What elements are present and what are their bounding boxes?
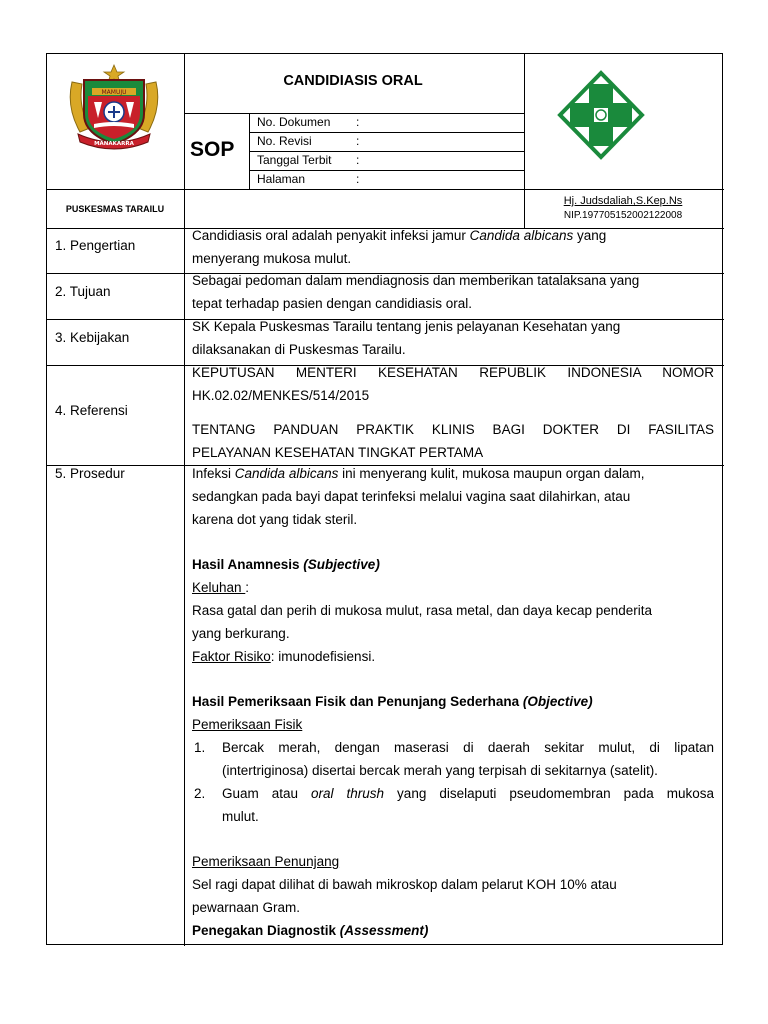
text: ini menyerang kulit, mukosa maupun organ dalam, xyxy=(338,466,645,481)
text: yang berkurang. xyxy=(192,626,290,641)
doc-field-sep: : xyxy=(356,134,360,148)
text-italic: (Objective) xyxy=(522,694,593,709)
text: PELAYANAN KESEHATAN TINGKAT PERTAMA xyxy=(192,445,484,460)
doc-field-sep: : xyxy=(356,172,360,186)
text: : imunodefisiensi. xyxy=(270,649,376,664)
doc-field-nomor xyxy=(257,113,360,132)
list-number: 2. xyxy=(194,786,206,801)
text: Candidiasis oral adalah penyakit infeksi jamur xyxy=(192,228,470,243)
text: karena dot yang tidak steril. xyxy=(192,512,358,527)
title-divider xyxy=(184,113,524,114)
text: KEPUTUSAN MENTERI KESEHATAN REPUBLIK INDONESIA NOMOR xyxy=(192,365,714,380)
regency-emblem-logo xyxy=(64,62,164,152)
text: Faktor Risiko xyxy=(192,649,271,664)
text: mulut. xyxy=(222,809,259,824)
text: Hasil Anamnesis xyxy=(192,557,304,572)
text: pewarnaan Gram. xyxy=(192,900,301,915)
row-label-tujuan: 2. Tujuan xyxy=(55,284,111,299)
row-content-kebijakan xyxy=(192,315,712,361)
section-heading-diagnostik xyxy=(192,919,714,942)
sop-label: SOP xyxy=(190,138,235,161)
doc-field-tanggal xyxy=(257,151,360,170)
text: yang diselaputi pseudomembran pada mukosa xyxy=(384,786,714,801)
list-item xyxy=(192,782,714,828)
row-content-pengertian xyxy=(192,224,712,270)
row-label-kebijakan: 3. Kebijakan xyxy=(55,330,130,345)
doc-field-sep: : xyxy=(356,153,360,167)
text: Sel ragi dapat dilihat di bawah mikroskop dalam pelarut KOH 10% atau xyxy=(192,877,617,892)
row-label-referensi: 4. Referensi xyxy=(55,403,128,418)
doc-field-label: Tanggal Terbit xyxy=(257,153,332,167)
text-italic: (Assessment) xyxy=(339,923,429,938)
signatory-nip: NIP.197705152002122008 xyxy=(563,210,683,221)
section-heading-anamnesis xyxy=(192,553,714,576)
text: (intertriginosa) disertai bercak merah yang terpisah di sekitarnya (satelit). xyxy=(222,763,658,778)
text: HK.02.02/MENKES/514/2015 xyxy=(192,388,370,403)
text-italic: oral thrush xyxy=(311,786,385,801)
row-content-tujuan xyxy=(192,269,712,315)
text: : xyxy=(245,580,250,595)
text: dilaksanakan di Puskesmas Tarailu. xyxy=(192,342,406,357)
puskesmas-logo xyxy=(556,70,646,160)
text-italic: (Subjective) xyxy=(303,557,380,572)
section-heading-fisik xyxy=(192,690,714,713)
text: Guam atau xyxy=(222,786,312,801)
text: sedangkan pada bayi dapat terinfeksi melalui vagina saat dilahirkan, atau xyxy=(192,489,631,504)
text: Bercak merah, dengan maserasi di daerah sekitar mulut, di lipatan xyxy=(222,740,714,755)
doc-field-sep: : xyxy=(356,115,360,129)
text: Pemeriksaan Fisik xyxy=(192,717,303,732)
text: Keluhan xyxy=(192,580,246,595)
doc-field-label: No. Revisi xyxy=(257,134,312,148)
doc-field-revisi xyxy=(257,132,360,151)
row-label-prosedur: 5. Prosedur xyxy=(55,466,125,481)
text: yang xyxy=(573,228,607,243)
signatory-name: Hj. Judsdaliah,S.Kep.Ns xyxy=(563,195,683,207)
label-column-divider xyxy=(184,54,185,946)
signatory-block xyxy=(523,194,723,223)
row-content-prosedur xyxy=(192,462,714,942)
doc-field-halaman xyxy=(257,170,360,189)
text: Hasil Pemeriksaan Fisik dan Penunjang Sederhana xyxy=(192,694,523,709)
text: TENTANG PANDUAN PRAKTIK KLINIS BAGI DOKTER DI FASILITAS xyxy=(192,422,714,437)
text: SK Kepala Puskesmas Tarailu tentang jenis pelayanan Kesehatan yang xyxy=(192,319,621,334)
doc-field-label: No. Dokumen xyxy=(257,115,331,129)
organization-name: PUSKESMAS TARAILU xyxy=(65,204,165,214)
header-divider xyxy=(47,189,724,190)
doc-field-label: Halaman xyxy=(257,172,306,186)
text: menyerang mukosa mulut. xyxy=(192,251,352,266)
text: Rasa gatal dan perih di mukosa mulut, rasa metal, dan daya kecap penderita xyxy=(192,603,653,618)
emblem-motto-text: MANAKARRA xyxy=(94,141,134,147)
text-italic: Candida albicans xyxy=(469,228,574,243)
text: tepat terhadap pasien dengan candidiasis oral. xyxy=(192,296,472,311)
list-item xyxy=(192,736,714,782)
text-italic: Candida albicans xyxy=(234,466,339,481)
emblem-banner-text: MAMUJU xyxy=(101,89,127,96)
row-label-pengertian: 1. Pengertian xyxy=(55,238,136,253)
document-title: CANDIDIASIS ORAL xyxy=(283,73,423,89)
text: Pemeriksaan Penunjang xyxy=(192,854,340,869)
text: Penegakan Diagnostik xyxy=(192,923,340,938)
row-content-referensi xyxy=(192,361,714,464)
list-number: 1. xyxy=(194,740,206,755)
text: Infeksi xyxy=(192,466,235,481)
text: Sebagai pedoman dalam mendiagnosis dan memberikan tatalaksana yang xyxy=(192,273,640,288)
